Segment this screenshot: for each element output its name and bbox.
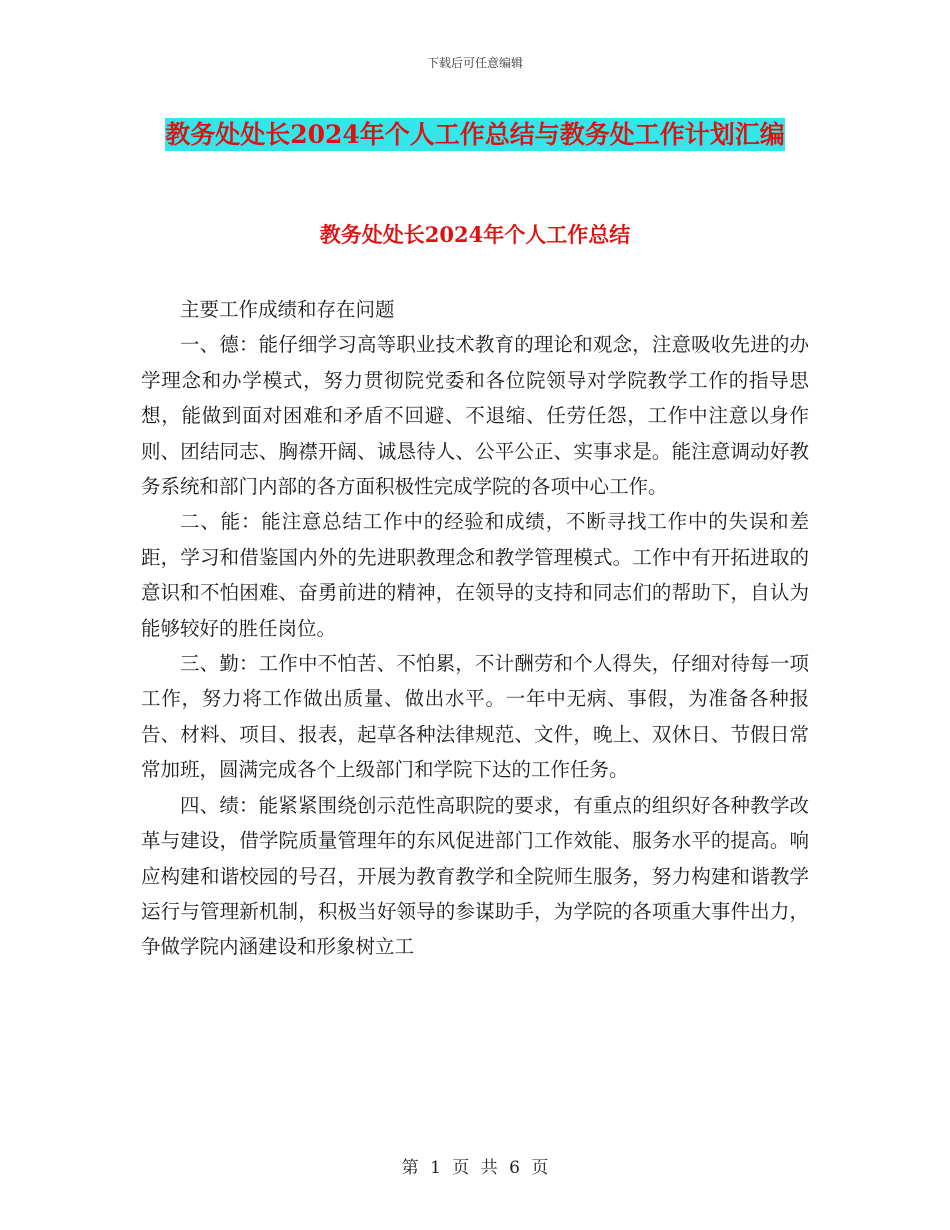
paragraph-virtue: 一、德：能仔细学习高等职业技术教育的理论和观念，注意吸收先进的办学理念和办学模式，努力贯彻院党委和各位院领导对学院教学工作的指导思想，能做到面对困难和矛盾不回避、不退缩、任劳任怨，工作中注意以身作则、团结同志、胸襟开阔、诚恳待人、公平公正、实事求是。能注意调动好教务系统和部门内部的各方面积极性完成学院的各项中心工作。 xyxy=(141,333,809,499)
document-body xyxy=(141,292,809,965)
document-title xyxy=(140,112,810,158)
paragraph-ability: 二、能：能注意总结工作中的经验和成绩，不断寻找工作中的失误和差距，学习和借鉴国内外的先进职教理念和教学管理模式。工作中有开拓进取的意识和不怕困难、奋勇前进的精神，在领导的支持和同志们的帮助下，自认为能够较好的胜任岗位。 xyxy=(141,510,809,640)
paragraph-diligence: 三、勤：工作中不怕苦、不怕累，不计酬劳和个人得失，仔细对待每一项工作，努力将工作做出质量、做出水平。一年中无病、事假，为准备各种报告、材料、项目、报表，起草各种法律规范、文件，晚上、双休日、节假日常常加班，圆满完成各个上级部门和学院下达的工作任务。 xyxy=(141,652,809,782)
paragraph-heading: 主要工作成绩和存在问题 xyxy=(180,298,395,321)
header-note: 下载后可任意编辑 xyxy=(426,56,523,70)
section-title: 教务处处长2024年个人工作总结 xyxy=(319,222,631,247)
page-footer: 第 1 页 共 6 页 xyxy=(401,1158,549,1178)
paragraph-achievement: 四、绩：能紧紧围绕创示范性高职院的要求，有重点的组织好各种教学改革与建设，借学院质量管理年的东风促进部门工作效能、服务水平的提高。响应构建和谐校园的号召，开展为教育教学和全院师生服务，努力构建和谐教学运行与管理新机制，积极当好领导的参谋助手，为学院的各项重大事件出力，争做学院内涵建设和形象树立工 xyxy=(141,793,809,959)
document-title-text: 教务处处长2024年个人工作总结与教务处工作计划汇编 xyxy=(165,120,785,149)
